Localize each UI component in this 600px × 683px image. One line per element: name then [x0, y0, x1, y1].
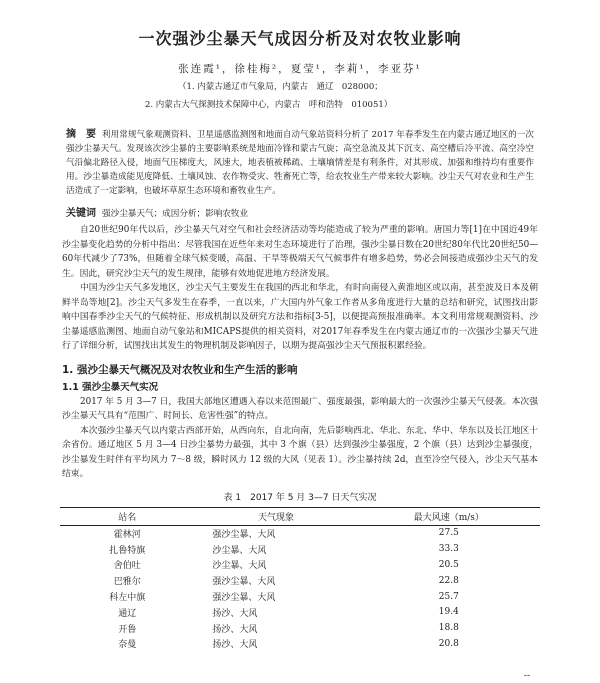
table-cell: 扬沙、大风	[212, 608, 258, 619]
table-cell: 科左中旗	[109, 593, 146, 604]
table-row	[60, 573, 540, 589]
table-cell: 27.5	[438, 528, 459, 539]
weather-table	[60, 507, 540, 652]
table-cell: 20.8	[438, 638, 459, 649]
table-cell: 强沙尘暴、大风	[212, 593, 276, 604]
abstract	[66, 128, 534, 198]
table-header-cell: 天气现象	[194, 507, 357, 525]
table-cell: 扎鲁特旗	[109, 545, 146, 556]
section-heading: 1. 强沙尘暴天气概况及对农牧业和生产生活的影响	[62, 363, 298, 376]
table-row	[60, 557, 540, 573]
table-row	[60, 525, 540, 541]
table-caption: 表 1 2017 年 5 月 3—7 日天气实况	[223, 492, 377, 503]
authors: 张连霞¹，徐桂梅²，夏莹¹，李莉¹，李亚芬¹	[178, 63, 422, 75]
table-cell: 霍林河	[113, 529, 141, 540]
table-cell: 巴雅尔	[113, 577, 141, 588]
paper-title: 一次强沙尘暴天气成因分析及对农牧业影响	[138, 29, 462, 48]
table-cell: 18.8	[438, 623, 459, 634]
affiliation-2: 2. 内蒙古大气探测技术保障中心，内蒙古 呼和浩特 010051）	[145, 100, 393, 110]
table-row	[60, 620, 540, 636]
table-row	[60, 604, 540, 620]
table-cell: 33.3	[438, 544, 459, 555]
keywords-text: 强沙尘暴天气；成因分析；影响农牧业	[102, 209, 249, 219]
keywords	[66, 204, 534, 219]
keywords-label: 关键词	[66, 208, 96, 219]
abstract-label: 摘 要	[66, 129, 97, 140]
table-row	[60, 541, 540, 557]
table-cell: 25.7	[438, 591, 459, 602]
table-cell: 扬沙、大风	[212, 640, 258, 651]
table-row	[60, 589, 540, 605]
table-header-cell: 站名	[60, 507, 194, 525]
affiliation-1: （1. 内蒙古通辽市气象局，内蒙古 通辽 028000；	[178, 82, 383, 92]
table-cell: 沙尘暴、大风	[212, 561, 267, 572]
table-header-cell: 最大风速（m/s）	[358, 507, 540, 525]
abstract-text: 利用常规气象观测资料、卫星遥感监测图和地面自动气象站资料分析了 2017 年春季发生在内蒙古通辽地区的一次强沙尘暴天气。发现该次沙尘暴的主要影响系统是地面冷锋和蒙古气旋；高空急流及其下沉支、高空槽后冷平流、高空冷空气沿偏北路径入侵，地面气压梯度大，风速大，地表植被稀疏、土壤墒情差是有利条件，对其形成、加强和维持均有重要作用。沙尘暴造成能见度降低、土壤风蚀、农作物受灾、牲畜死亡等，给农牧业生产带来较大影响。沙尘天气对农业和生产生活造成了一定影响，也破坏草原生态环境和畜牧业生产。	[66, 130, 534, 196]
table-wrapper	[60, 507, 540, 652]
page-mark: --	[523, 671, 530, 681]
body-paragraph: 2017 年 5 月 3—7 日，我国大部地区遭遇入春以来范围最广、强度最强，影响最大的一次强沙尘暴天气侵袭。本次强沙尘暴天气具有“范围广、时间长、危害性强”的特点。	[62, 396, 538, 421]
table-cell: 通辽	[118, 608, 137, 619]
table-cell: 开鲁	[118, 624, 137, 635]
subsection-heading: 1.1 强沙尘暴天气实况	[62, 381, 159, 393]
table-cell: 22.8	[438, 575, 459, 586]
table-cell: 沙尘暴、大风	[212, 545, 267, 556]
table-cell: 舍伯吐	[113, 561, 141, 572]
table-cell: 强沙尘暴、大风	[212, 529, 276, 540]
table-row	[60, 636, 540, 652]
body-paragraph: 本次强沙尘暴天气以内蒙古西部开始，从西向东，自北向南，先后影响西北、华北、东北、华中、华东以及长江地区十余省份。通辽地区 5 月 3—4 日沙尘暴势力最强，其中 3 个旗（县）达到强沙尘暴强度，2 个旗（县）达到沙尘暴强度，沙尘暴发生时伴有平均风力 7～8 级，瞬时风力 12 级的大风（见表 1）。沙尘暴持续 2d，直至冷空气侵入，沙尘天气基本结束。	[62, 425, 538, 479]
table-cell: 奈曼	[118, 640, 137, 651]
table-header-row	[60, 507, 540, 525]
intro-paragraph: 中国为沙尘天气多发地区，沙尘天气主要发生在我国的西北和华北，有时向南侵入黄淮地区或以南，甚至波及日本及朝鲜半岛等地[2]。沙尘天气多发生在春季，一直以来，广大国内外气象工作者从多角度进行大量的总结和研究，试图找出影响中国春季沙尘天气的气候特征、形成机制以及研究方法和指标[3-5]，以便提高预报准确率。本文利用常规观测资料、沙尘暴遥感监测图、地面自动气象站和MICAPS提供的相关资料，对2017年春季发生在内蒙古通辽市的一次强沙尘暴天气进行了详细分析，试图找出其发生的物理机制及影响因子，以期为提高强沙尘天气预报积累经验。	[62, 283, 538, 351]
table-cell: 扬沙、大风	[212, 624, 258, 635]
table-cell: 强沙尘暴、大风	[212, 577, 276, 588]
table-cell: 19.4	[438, 607, 459, 618]
intro-paragraph: 自20世纪90年代以后，沙尘暴天气对空气和社会经济活动等均能造成了较为严重的影响。唐国力等[1]在中国近49年沙尘暴变化趋势的分析中指出：尽管我国在近些年来对生态环境进行了治理，强沙尘暴日数在20世纪80年代比20世纪50—60年代减少了73%，但随着全球气候变暖，高温、干旱等极端天气气候事件有增多趋势，势必会间接造成强沙尘天气的发生。因此，研究沙尘天气的发生规律，能够有效地促进地方经济发展。	[62, 225, 538, 279]
table-cell: 20.5	[438, 559, 459, 570]
